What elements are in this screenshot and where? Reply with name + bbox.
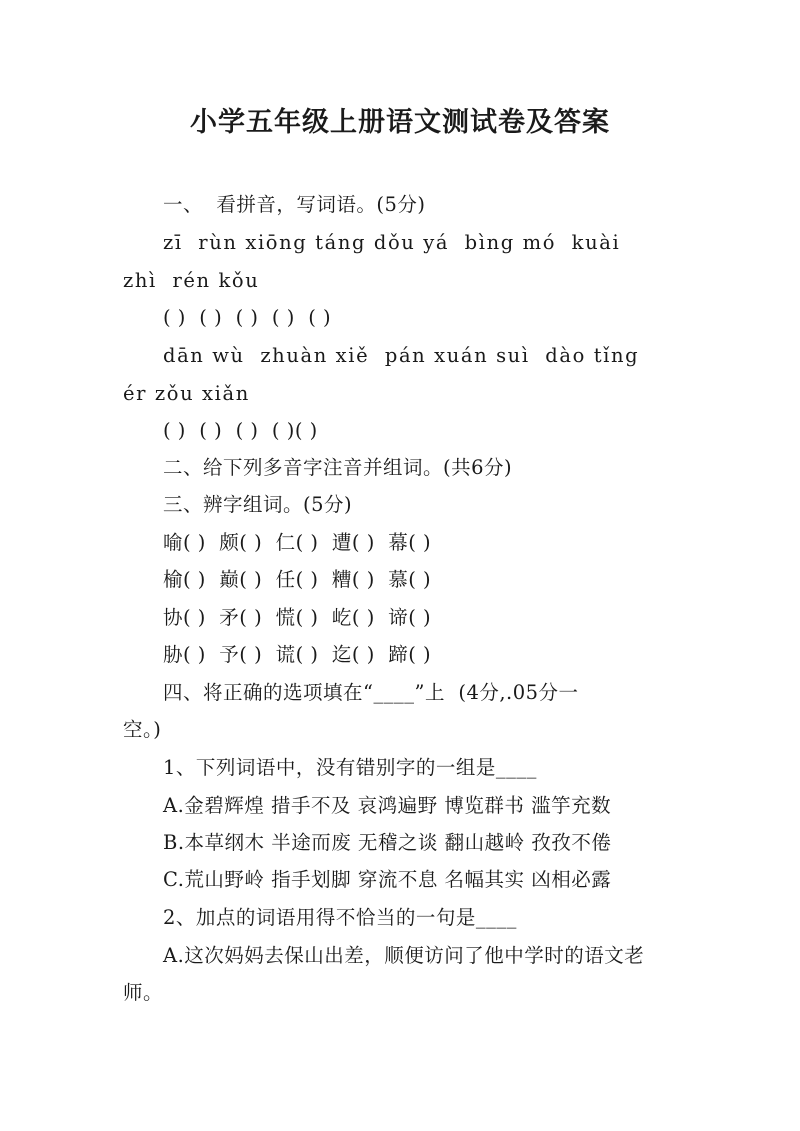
section-1-heading: 一、 看拼音，写词语。(5分) — [163, 193, 426, 216]
option-a: A.这次妈妈去保山出差，顺便访问了他中学时的语文老 — [163, 944, 645, 967]
question-1: 1、下列词语中，没有错别字的一组是____ — [163, 756, 537, 779]
answer-blanks: ( ) ( ) ( ) ( ) ( ) — [163, 306, 332, 329]
question-2: 2、加点的词语用得不恰当的一句是____ — [163, 906, 517, 929]
section-2-heading: 二、给下列多音字注音并组词。(共6分) — [163, 456, 513, 479]
option-b: B.本草纲木 半途而废 无稽之谈 翻山越岭 孜孜不倦 — [163, 831, 612, 854]
option-c: C.荒山野岭 指手划脚 穿流不息 名幅其实 凶相必露 — [163, 868, 612, 891]
char-group-row: 胁( ) 予( ) 谎( ) 迄( ) 蹄( ) — [163, 643, 432, 666]
pinyin-line: zhì rén kǒu — [123, 269, 260, 292]
pinyin-line: dān wù zhuàn xiě pán xuán suì dào tǐng — [163, 344, 640, 367]
page-title: 小学五年级上册语文测试卷及答案 — [190, 107, 610, 138]
char-group-row: 喻( ) 颇( ) 仁( ) 遭( ) 幕( ) — [163, 531, 432, 554]
section-3-heading: 三、辨字组词。(5分) — [163, 493, 353, 516]
pinyin-line: ér zǒu xiǎn — [123, 382, 250, 405]
section-4-heading-cont: 空。) — [123, 718, 162, 741]
answer-blanks: ( ) ( ) ( ) ( )( ) — [163, 419, 318, 442]
section-4-heading: 四、将正确的选项填在“____”上 (4分,.05分一 — [163, 681, 579, 704]
pinyin-line: zī rùn xiōng táng dǒu yá bìng mó kuài — [163, 231, 621, 254]
char-group-row: 榆( ) 巅( ) 任( ) 糟( ) 慕( ) — [163, 568, 432, 591]
char-group-row: 协( ) 矛( ) 慌( ) 屹( ) 谛( ) — [163, 606, 432, 629]
option-a: A.金碧辉煌 措手不及 哀鸿遍野 博览群书 滥竽充数 — [163, 794, 612, 817]
option-a-cont: 师。 — [123, 981, 164, 1004]
